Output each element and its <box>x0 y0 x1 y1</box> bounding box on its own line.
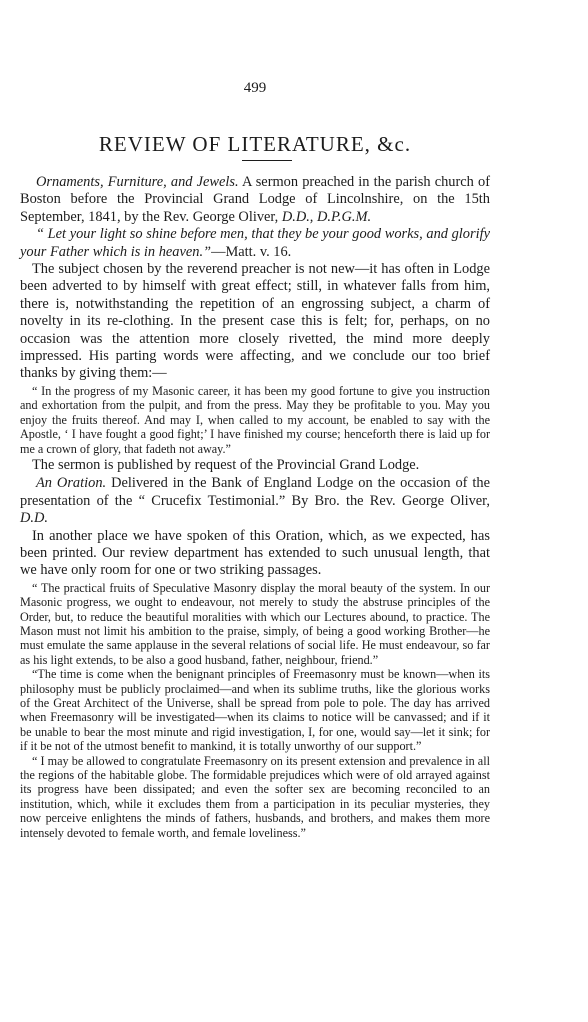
review-paragraph: The subject chosen by the reverend preacher is not new—it has often in Lodge been adverted to by himself with great effect; still, in whatever falls from him, there is, notwithstanding the repetition of an engrossing subject, a charm of novelty in its re-clothing. In the present case this is felt; for, perhaps, on no occasion was the attention more closely rivetted, the mind more deeply impressed. His parting words were affecting, and we conclude our too brief thanks by giving them:— <box>20 261 490 382</box>
quoted-passage: “ I may be allowed to congratulate Freemasonry on its present extension and prevalence in all the regions of the habitable globe. The formidable prejudices which were of old arrayed against its progress have been dissipated; and even the softer sex are becoming reconciled to an institution, which, while it excludes them from a participation in its peculiar mysteries, they now perceive enlightens the minds of fathers, husbands, and brothers, and makes them more intensely devoted to female worth, and female loveliness.” <box>20 753 490 840</box>
epigraph-text: “ Let your light so shine before men, that they be your good works, and glorify your Father which is in heaven.” <box>20 226 490 260</box>
quoted-passage: “The time is come when the benignant principles of Freemasonry must be known—when its philosophy must be publicly proclaimed—and when its sublime truths, like the glorious works of the Great Architect of the Universe, shall be spread from pole to pole. The day has arrived when Freemasonry will be investigated—when its claims to notice will be canvassed; and if it be unable to bear the most minute and rigid investigation, I, for one, would say—let it sink; for if it be not of the utmost benefit to mankind, it is totally unworthy of our support.” <box>20 667 490 754</box>
review-entry-ornaments <box>20 174 490 226</box>
epigraph-reference: —Matt. v. 16. <box>211 243 292 260</box>
book-description: Delivered in the Bank of England Lodge on the occasion of the presentation of the “ Crucefix Testimonial.” By Bro. the Rev. George Oliver, <box>20 475 490 509</box>
page-number: 499 <box>243 80 267 96</box>
book-title: An Oration. <box>36 475 107 492</box>
quoted-passage: “ In the progress of my Masonic career, it has been my good fortune to give you instruction and exhortation from the pulpit, and from the press. May they be profitable to you. May you enjoy the fruits thereof. And may I, when called to my account, be enabled to say with the Apostle, ‘ I have fought a good fight;’ I have finished my course; henceforth there is laid up for me a crown of glory, that fadeth not away.” <box>20 383 490 456</box>
title-rule <box>242 160 292 161</box>
author-degrees: D.D., D.P.G.M. <box>281 208 372 225</box>
section-title: REVIEW OF LITERATURE, &c. <box>98 132 412 156</box>
book-page <box>20 0 490 1022</box>
review-body <box>20 174 490 840</box>
quoted-passage: “ The practical fruits of Speculative Masonry display the moral beauty of the system. In our Masonic progress, we ought to endeavour, not merely to study the abstruse principles of the Order, but, to reduce the beautiful moralities with which our Lectures abound, to practice. The Mason must not limit his ambition to the praise, simply, of being a good working Brother—he must emulate the same applause in the several relations of social life. He must endeavour, so far as his light extends, to be also a good husband, father, neighbour, friend.” <box>20 580 490 667</box>
author-degrees: D.D. <box>20 510 48 527</box>
epigraph <box>20 226 490 261</box>
book-description: A sermon preached in the parish church of Boston before the Provincial Grand Lodge of Lincolnshire, on the 15th September, 1841, by the Rev. George Oliver, <box>20 174 490 225</box>
review-closing: The sermon is published by request of the Provincial Grand Lodge. <box>32 456 420 473</box>
review-paragraph: In another place we have spoken of this Oration, which, as we expected, has been printed. Our review department has extended to such unusual length, that we have only room for one or two striking passages. <box>20 527 490 579</box>
review-entry-oration <box>20 475 490 527</box>
book-title: Ornaments, Furniture, and Jewels. <box>36 174 239 190</box>
